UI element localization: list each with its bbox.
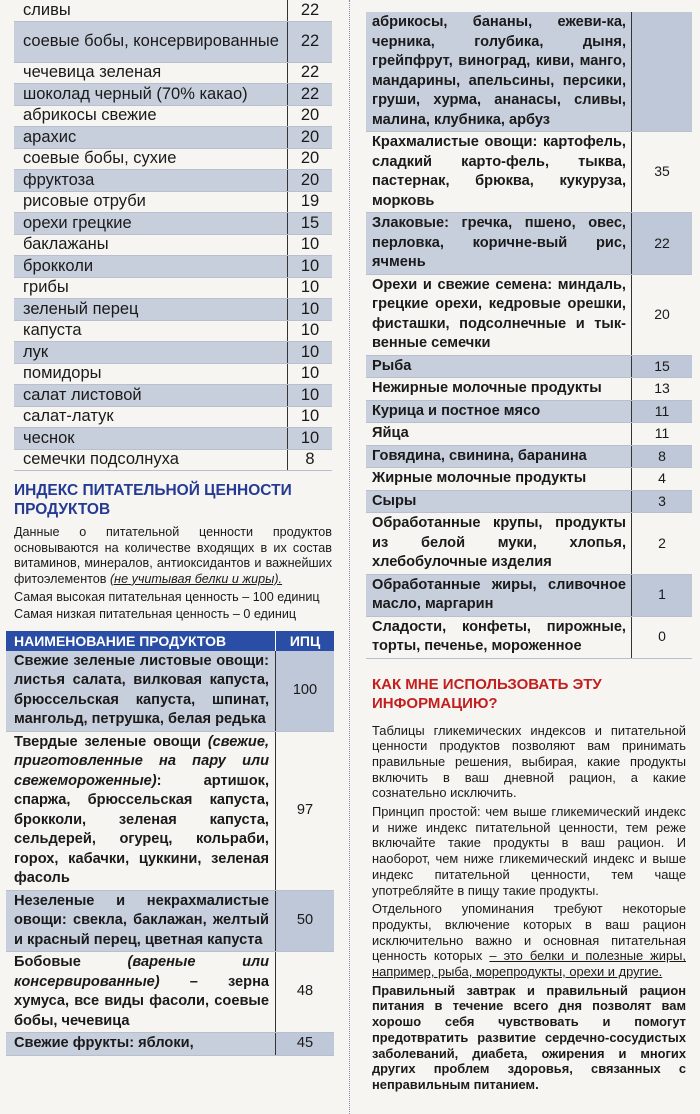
usage-paragraph-3-underlined: – это белки и полезные жиры, например, рыба, морепродукты, орехи и другие. (372, 948, 686, 980)
ipc-row (366, 490, 692, 513)
ipc-row-name (6, 731, 276, 890)
ipc-row-value: 13 (632, 378, 693, 401)
gi-row-name: баклажаны (14, 234, 288, 256)
ipc-intro-text: Данные о питательной ценности продуктов основываются на количестве входящих в их состав витаминов, минералов, антиоксидантов и важнейших фитоэлементов (14, 525, 332, 586)
ipc-row-value: 15 (632, 355, 693, 378)
gi-row-name: зеленый перец (14, 299, 288, 321)
gi-row (14, 234, 332, 256)
ipc-row-name: Нежирные молочные продукты (366, 378, 632, 401)
gi-row-value: 22 (288, 84, 333, 106)
ipc-title: ИНДЕКС ПИТАТЕЛЬНОЙ ЦЕННОСТИ ПРОДУКТОВ (14, 482, 292, 518)
nutrition-index-table-continued (366, 12, 692, 659)
gi-row-value: 8 (288, 449, 333, 471)
nutrition-index-table (6, 631, 334, 1056)
gi-row (14, 105, 332, 127)
gi-row (14, 320, 332, 342)
right-column (360, 0, 692, 1093)
ipc-row (366, 468, 692, 491)
gi-row (14, 191, 332, 213)
ipc-row-value: 2 (632, 513, 693, 575)
ipc-row (366, 378, 692, 401)
ipc-row (6, 952, 334, 1033)
column-divider (349, 0, 350, 1114)
gi-row-value: 10 (288, 299, 333, 321)
gi-row-name: чеснок (14, 428, 288, 450)
ipc-row-value: 48 (276, 952, 335, 1033)
ipc-row-name-main: Бобовые (14, 954, 81, 971)
ipc-row-name: Сладости, конфеты, пирожные, торты, печенье, мороженное (366, 616, 632, 658)
gi-row-value: 15 (288, 213, 333, 235)
ipc-highest: Самая высокая питательная ценность – 100 единиц (14, 590, 320, 605)
ipc-row-name: Курица и постное мясо (366, 400, 632, 423)
gi-row-value: 22 (288, 62, 333, 84)
gi-row (14, 428, 332, 450)
gi-row-value: 19 (288, 191, 333, 213)
ipc-row (366, 574, 692, 616)
gi-row-value: 20 (288, 105, 333, 127)
gi-row (14, 127, 332, 149)
gi-row (14, 0, 332, 21)
gi-row-name: арахис (14, 127, 288, 149)
glycemic-index-table (14, 0, 332, 471)
ipc-row (366, 513, 692, 575)
ipc-row (366, 12, 692, 132)
ipc-row-name: Яйца (366, 423, 632, 446)
gi-row-name: салат листовой (14, 385, 288, 407)
gi-row (14, 256, 332, 278)
ipc-intro (14, 525, 332, 587)
gi-row-value: 10 (288, 406, 333, 428)
gi-row-name: капуста (14, 320, 288, 342)
gi-row-value: 10 (288, 256, 333, 278)
gi-row-name: рисовые отруби (14, 191, 288, 213)
gi-row (14, 21, 332, 62)
ipc-table-header (6, 631, 334, 651)
ipc-row-value (632, 12, 693, 132)
ipc-row-value: 0 (632, 616, 693, 658)
ipc-row (6, 890, 334, 952)
ipc-row (6, 1033, 334, 1056)
ipc-row-name: Свежие фрукты: яблоки, (6, 1033, 276, 1056)
ipc-intro-note: (не учитывая белки и жиры). (109, 571, 283, 586)
ipc-row-value: 8 (632, 445, 693, 468)
gi-row-name: чечевица зеленая (14, 62, 288, 84)
usage-title: КАК МНЕ ИСПОЛЬЗОВАТЬ ЭТУ ИНФОРМАЦИЮ? (372, 675, 602, 712)
ipc-row-value: 100 (276, 651, 335, 732)
gi-row-value: 10 (288, 385, 333, 407)
gi-row-name: шоколад черный (70% какао) (14, 84, 288, 106)
gi-row (14, 363, 332, 385)
gi-row-name: салат-латук (14, 406, 288, 428)
gi-row-value: 22 (288, 0, 333, 21)
ipc-header-name: НАИМЕНОВАНИЕ ПРОДУКТОВ (6, 631, 276, 651)
ipc-row (366, 274, 692, 355)
ipc-row-value: 11 (632, 423, 693, 446)
usage-body (372, 723, 686, 980)
ipc-row-value: 11 (632, 400, 693, 423)
usage-paragraph-1: Таблицы гликемических индексов и питательной ценности продуктов позволяют вам принимать правильные решения, выбирая, какие продукты включить в ваш дневной рацион, а какие сознательно исключить. (372, 722, 686, 801)
ipc-row (366, 132, 692, 213)
ipc-row-value: 22 (632, 213, 693, 275)
ipc-row-name (6, 952, 276, 1033)
ipc-row (366, 423, 692, 446)
ipc-row-name: Жирные молочные продукты (366, 468, 632, 491)
gi-row-value: 20 (288, 170, 333, 192)
ipc-row-name-note: (вареные или консервированные) (14, 954, 269, 990)
ipc-row-value: 35 (632, 132, 693, 213)
gi-row-value: 10 (288, 428, 333, 450)
usage-paragraph-3 (372, 901, 686, 980)
ipc-row-name-main: Твердые зеленые овощи (14, 733, 201, 750)
ipc-row (366, 355, 692, 378)
ipc-row-value: 97 (276, 731, 335, 890)
ipc-row-name-rest: : артишок, спаржа, брюссельская капуста, брокколи, зеленая капуста, сельдерей, огурец, кольраби, горох, кабачки, цуккини, зеленая фасоль (14, 772, 269, 887)
ipc-row-name: Обработанные крупы, продукты из белой муки, хлопья, хлебобулочные изделия (366, 513, 632, 575)
gi-row-name: орехи грецкие (14, 213, 288, 235)
gi-row (14, 62, 332, 84)
gi-row-value: 10 (288, 342, 333, 364)
ipc-row (366, 400, 692, 423)
gi-row-value: 10 (288, 320, 333, 342)
gi-row (14, 406, 332, 428)
gi-row-value: 10 (288, 363, 333, 385)
ipc-row-name: Крахмалистые овощи: картофель, сладкий карто-фель, тыква, пастернак, брюква, кукуруза, морковь (366, 132, 632, 213)
ipc-row-value: 4 (632, 468, 693, 491)
ipc-row-name-note: (свежие, приготовленные на пару или свежемороженные) (14, 733, 269, 789)
ipc-lowest: Самая низкая питательная ценность – 0 единиц (14, 606, 297, 621)
ipc-row-value: 3 (632, 490, 693, 513)
gi-row-name: абрикосы свежие (14, 105, 288, 127)
ipc-row-name: абрикосы, бананы, ежеви-ка, черника, голубика, дыня, грейпфрут, виноград, киви, манго, мандарины, апельсины, персики, груши, хурма, ананасы, сливы, малина, клубника, арбуз (366, 12, 632, 132)
ipc-header-value: ИПЦ (276, 631, 335, 651)
ipc-row (6, 731, 334, 890)
ipc-row-value: 1 (632, 574, 693, 616)
ipc-row-name: Обработанные жиры, сливочное масло, маргарин (366, 574, 632, 616)
gi-row-name: соевые бобы, сухие (14, 148, 288, 170)
gi-row-name: лук (14, 342, 288, 364)
usage-paragraph-3-text: Отдельного упоминания требуют некоторые продукты, включение которых в ваш рацион исключительно важно и основная питательная ценность которых (372, 901, 686, 964)
gi-row-name: брокколи (14, 256, 288, 278)
gi-row (14, 213, 332, 235)
gi-row-value: 10 (288, 277, 333, 299)
gi-row (14, 170, 332, 192)
left-column (0, 0, 338, 1056)
gi-row (14, 84, 332, 106)
ipc-row-value: 50 (276, 890, 335, 952)
ipc-row-value: 20 (632, 274, 693, 355)
ipc-row-name: Рыба (366, 355, 632, 378)
gi-row (14, 342, 332, 364)
usage-paragraph-2: Принцип простой: чем выше гликемический индекс и ниже индекс питательной ценности, тем реже включайте такие продукты в ваш рацион. И наоборот, чем ниже гликемический индекс и выше индекс питательной ценности, тем чаще употребляйте в пищу такие продукты. (372, 804, 686, 898)
ipc-row-value: 45 (276, 1033, 335, 1056)
ipc-row-name: Говядина, свинина, баранина (366, 445, 632, 468)
ipc-row-name: Орехи и свежие семена: миндаль, грецкие орехи, кедровые орешки, фисташки, подсолнечные и тык-венные семечки (366, 274, 632, 355)
gi-row-value: 10 (288, 234, 333, 256)
ipc-row-name: Свежие зеленые листовые овощи: листья салата, вилковая капуста, брюссельская капуста, шпинат, мангольд, петрушка, белая редька (6, 651, 276, 732)
gi-row-name: помидоры (14, 363, 288, 385)
gi-row (14, 148, 332, 170)
gi-row-value: 20 (288, 127, 333, 149)
ipc-row (366, 213, 692, 275)
gi-row-name: фруктоза (14, 170, 288, 192)
ipc-row (6, 651, 334, 732)
ipc-row (366, 445, 692, 468)
gi-row-value: 20 (288, 148, 333, 170)
ipc-row-name: Злаковые: гречка, пшено, овес, перловка, коричне-вый рис, ячмень (366, 213, 632, 275)
gi-row-name: грибы (14, 277, 288, 299)
gi-row-name: соевые бобы, консервированные (14, 21, 288, 62)
usage-paragraph-4: Правильный завтрак и правильный рацион питания в течение всего дня позволят вам хорошо себя чувствовать и помогут предотвратить развитие сердечно-сосудистых заболеваний, диабета, ожирения и многих других проблем здоровья, связанных с неправильным питанием. (372, 982, 686, 1092)
ipc-row-name-rest: – зерна хумуса, все виды фасоли, соевые бобы, чечевица (14, 973, 269, 1029)
gi-row-name: семечки подсолнуха (14, 449, 288, 471)
ipc-row-name: Незеленые и некрахмалистые овощи: свекла, баклажан, желтый и красный перец, цветная капуста (6, 890, 276, 952)
gi-row (14, 385, 332, 407)
gi-row (14, 277, 332, 299)
ipc-row-name: Сыры (366, 490, 632, 513)
gi-row (14, 299, 332, 321)
gi-row-name: сливы (14, 0, 288, 21)
gi-row (14, 449, 332, 471)
gi-row-value: 22 (288, 21, 333, 62)
ipc-row (366, 616, 692, 658)
